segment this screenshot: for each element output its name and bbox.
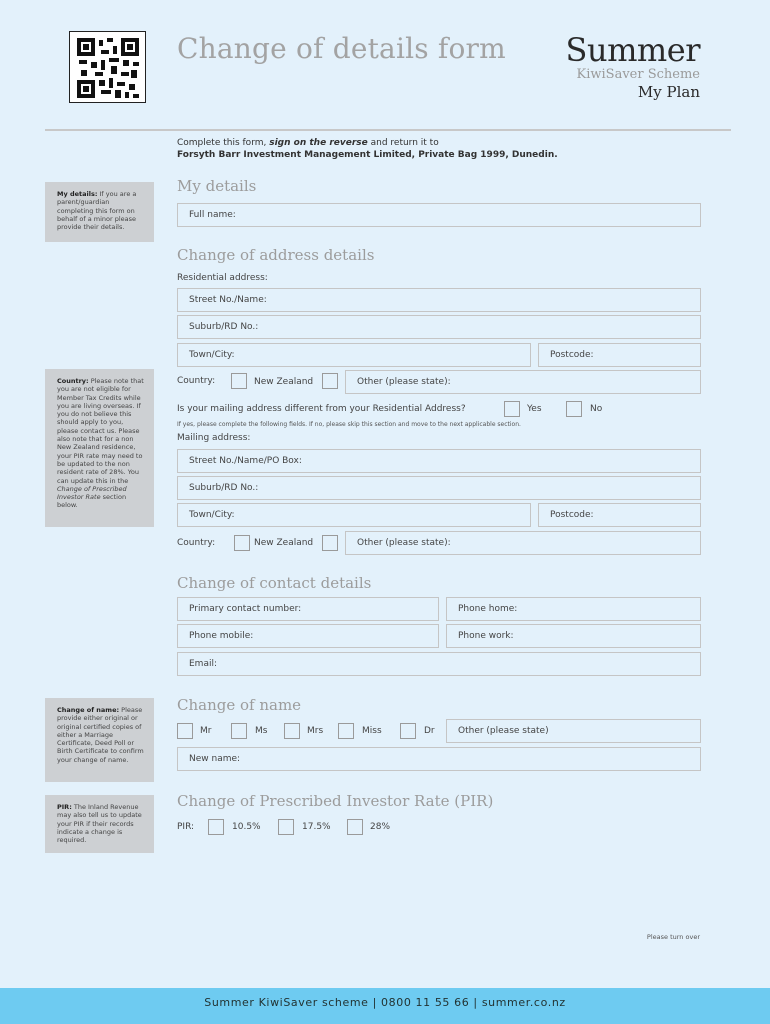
pir-17-5-label: 17.5%: [302, 822, 331, 832]
residential-suburb-field[interactable]: Suburb/RD No.:: [177, 315, 701, 339]
note-change-of-name: [45, 698, 154, 782]
title-dr-label: Dr: [424, 726, 435, 736]
mailing-suburb-field[interactable]: Suburb/RD No.:: [177, 476, 701, 500]
note-text: The Inland Revenue may also tell us to update your PIR if their records indicate a change is required.: [57, 803, 142, 845]
intro-post: and return it to: [367, 138, 439, 148]
mailing-yes-label: Yes: [527, 404, 542, 414]
residential-town-field[interactable]: Town/City:: [177, 343, 531, 367]
pir-10-5-label: 10.5%: [232, 822, 261, 832]
section-heading-name: Change of name: [177, 696, 302, 714]
note-tail: section below.: [57, 493, 127, 510]
note-title: PIR:: [57, 803, 72, 811]
mailing-no-label: No: [590, 404, 603, 414]
mailing-country-nz-checkbox[interactable]: [234, 535, 250, 551]
title-other-field[interactable]: Other (please state): [446, 719, 701, 743]
residential-street-field[interactable]: Street No./Name:: [177, 288, 701, 312]
mailing-instruction: If yes, please complete the following fields. If no, please skip this section and move to the next applicable section.: [177, 421, 521, 428]
pir-label: PIR:: [177, 822, 195, 832]
title-ms-checkbox[interactable]: [231, 723, 247, 739]
header-divider: [45, 129, 731, 131]
intro-address: Forsyth Barr Investment Management Limited, Private Bag 1999, Dunedin.: [177, 150, 558, 160]
mailing-street-field[interactable]: Street No./Name/PO Box:: [177, 449, 701, 473]
title-mrs-label: Mrs: [307, 726, 324, 736]
country-label: Country:: [177, 376, 216, 386]
primary-contact-field[interactable]: Primary contact number:: [177, 597, 439, 621]
title-dr-checkbox[interactable]: [400, 723, 416, 739]
brand-name: Summer: [565, 31, 700, 69]
note-text: Please note that you are not eligible for Member Tax Credits while you are living overseas. If you do not believe this should apply to you, please contact us. Please also note that for a non New Zealand residence, your PIR rate may need to be updated to the non resident rate of 28%. You can update this in the: [57, 377, 144, 485]
title-ms-label: Ms: [255, 726, 268, 736]
country-other-checkbox[interactable]: [322, 373, 338, 389]
mailing-no-checkbox[interactable]: [566, 401, 582, 417]
country-other-field[interactable]: Other (please state):: [345, 370, 701, 394]
country-nz-checkbox[interactable]: [231, 373, 247, 389]
mailing-address-label: Mailing address:: [177, 433, 251, 443]
title-miss-label: Miss: [362, 726, 382, 736]
note-title: Country:: [57, 377, 89, 385]
title-miss-checkbox[interactable]: [338, 723, 354, 739]
pir-10-5-checkbox[interactable]: [208, 819, 224, 835]
brand-logo: [566, 33, 700, 102]
country-nz-label: New Zealand: [254, 377, 314, 387]
section-heading-address: Change of address details: [177, 246, 375, 264]
section-heading-contact: Change of contact details: [177, 574, 372, 592]
new-name-field[interactable]: New name:: [177, 747, 701, 771]
mailing-country-other-field[interactable]: Other (please state):: [345, 531, 701, 555]
brand-plan: My Plan: [637, 83, 700, 101]
note-title: Change of name:: [57, 706, 120, 714]
note-my-details: [45, 182, 154, 242]
brand-subtitle: KiwiSaver Scheme: [576, 67, 700, 82]
note-title: My details:: [57, 190, 98, 198]
please-turn-over: Please turn over: [646, 933, 700, 941]
section-heading-my-details: My details: [177, 177, 257, 195]
phone-home-field[interactable]: Phone home:: [446, 597, 701, 621]
mailing-postcode-field[interactable]: Postcode:: [538, 503, 701, 527]
pir-28-label: 28%: [370, 822, 391, 832]
residential-address-label: Residential address:: [177, 273, 268, 283]
qr-code-icon: [77, 38, 139, 98]
note-pir: [45, 795, 154, 853]
section-heading-pir: Change of Prescribed Investor Rate (PIR): [177, 792, 494, 810]
intro-pre: Complete this form,: [177, 138, 270, 148]
mailing-country-nz-label: New Zealand: [254, 538, 314, 548]
phone-mobile-field[interactable]: Phone mobile:: [177, 624, 439, 648]
intro-emphasis: sign on the reverse: [269, 138, 368, 148]
full-name-field[interactable]: Full name:: [177, 203, 701, 227]
note-text: Please provide either original or original certified copies of either a Marriage Certificate, Deed Poll or Birth Certificate to confirm your change of name.: [57, 706, 144, 764]
note-country: [45, 369, 154, 527]
qr-code: [69, 31, 146, 103]
pir-17-5-checkbox[interactable]: [278, 819, 294, 835]
pir-28-checkbox[interactable]: [347, 819, 363, 835]
email-field[interactable]: Email:: [177, 652, 701, 676]
mailing-country-label: Country:: [177, 538, 216, 548]
note-text: If you are a parent/guardian completing this form on behalf of a minor please provide their details.: [57, 190, 137, 232]
intro-text: [177, 137, 558, 161]
residential-postcode-field[interactable]: Postcode:: [538, 343, 701, 367]
mailing-question: Is your mailing address different from your Residential Address?: [177, 404, 466, 414]
mailing-country-other-checkbox[interactable]: [322, 535, 338, 551]
note-italic: Change of Prescribed Investor Rate: [57, 484, 127, 502]
phone-work-field[interactable]: Phone work:: [446, 624, 701, 648]
title-mr-checkbox[interactable]: [177, 723, 193, 739]
footer-bar: Summer KiwiSaver scheme | 0800 11 55 66 | summer.co.nz: [0, 988, 770, 1024]
title-mr-label: Mr: [200, 726, 212, 736]
mailing-town-field[interactable]: Town/City:: [177, 503, 531, 527]
form-title: Change of details form: [177, 32, 506, 65]
title-mrs-checkbox[interactable]: [284, 723, 300, 739]
mailing-yes-checkbox[interactable]: [504, 401, 520, 417]
